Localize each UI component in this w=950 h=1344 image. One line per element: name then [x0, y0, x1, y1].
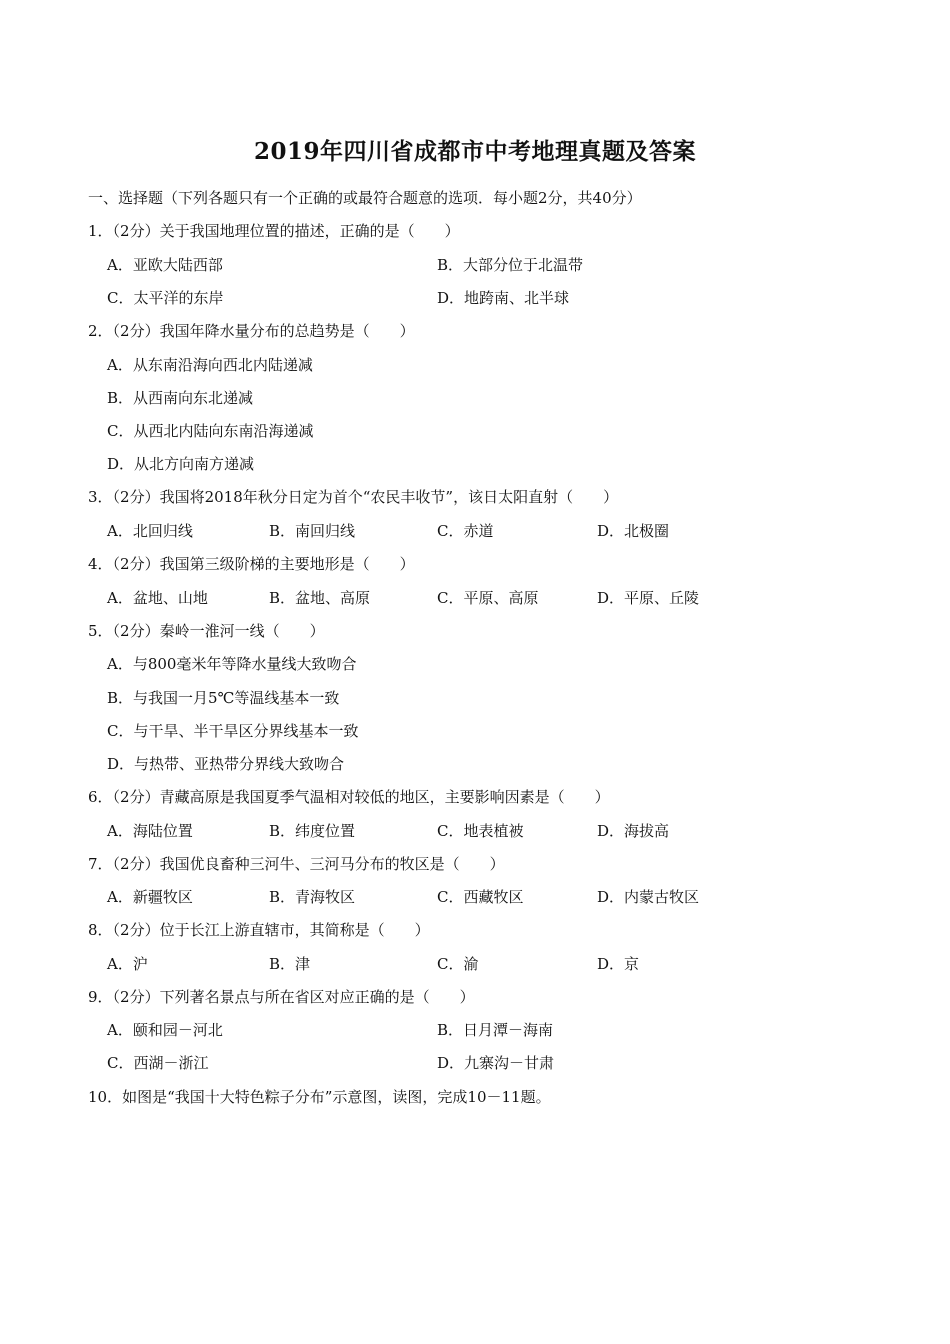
question-9-option-a: A．颐和园－河北 — [107, 1021, 223, 1039]
page-title: 2019年四川省成都市中考地理真题及答案 — [253, 138, 696, 165]
question-7-option-d: D．内蒙古牧区 — [597, 888, 700, 906]
question-8-option-a: A．沪 — [107, 955, 148, 973]
question-3-stem: 3．（2分）我国将2018年秋分日定为首个“农民丰收节”，该日太阳直射（ ） — [88, 488, 619, 506]
question-4-option-b: B．盆地、高原 — [269, 589, 371, 607]
question-4-stem: 4．（2分）我国第三级阶梯的主要地形是（ ） — [88, 555, 415, 573]
question-3-option-a: A．北回归线 — [107, 522, 193, 540]
question-4-option-d: D．平原、丘陵 — [597, 589, 700, 607]
question-7-option-a: A．新疆牧区 — [107, 888, 193, 906]
question-2-option-c: C．从西北内陆向东南沿海递减 — [107, 422, 314, 440]
question-2-option-d: D．从北方向南方递减 — [107, 455, 255, 473]
section-heading: 一、选择题（下列各题只有一个正确的或最符合题意的选项．每小题2分，共40分） — [88, 189, 642, 207]
question-6-stem: 6．（2分）青藏高原是我国夏季气温相对较低的地区，主要影响因素是（ ） — [88, 788, 610, 806]
question-7-stem: 7．（2分）我国优良畜种三河牛、三河马分布的牧区是（ ） — [88, 855, 505, 873]
question-3-option-d: D．北极圈 — [597, 522, 670, 540]
question-1-option-a: A．亚欧大陆西部 — [107, 256, 223, 274]
question-9-option-c: C．西湖－浙江 — [107, 1054, 209, 1072]
question-5-option-b: B．与我国一月5℃等温线基本一致 — [107, 689, 340, 707]
question-5-option-a: A．与800毫米年等降水量线大致吻合 — [107, 655, 357, 673]
question-8-option-c: C．渝 — [437, 955, 479, 973]
question-6-option-c: C．地表植被 — [437, 822, 524, 840]
question-6-option-d: D．海拔高 — [597, 822, 670, 840]
question-8-option-d: D．京 — [597, 955, 640, 973]
question-1-stem: 1．（2分）关于我国地理位置的描述，正确的是（ ） — [88, 222, 460, 240]
question-8-option-b: B．津 — [269, 955, 311, 973]
question-1-option-b: B．大部分位于北温带 — [437, 256, 584, 274]
question-6-option-b: B．纬度位置 — [269, 822, 356, 840]
question-10-stem: 10．如图是“我国十大特色粽子分布”示意图，读图，完成10－11题。 — [88, 1088, 551, 1106]
question-5-option-d: D．与热带、亚热带分界线大致吻合 — [107, 755, 345, 773]
question-2-stem: 2．（2分）我国年降水量分布的总趋势是（ ） — [88, 322, 415, 340]
question-1-option-d: D．地跨南、北半球 — [437, 289, 570, 307]
question-4-option-a: A．盆地、山地 — [107, 589, 208, 607]
question-8-stem: 8．（2分）位于长江上游直辖市，其简称是（ ） — [88, 921, 430, 939]
question-9-stem: 9．（2分）下列著名景点与所在省区对应正确的是（ ） — [88, 988, 475, 1006]
question-3-option-c: C．赤道 — [437, 522, 494, 540]
question-7-option-b: B．青海牧区 — [269, 888, 356, 906]
question-2-option-a: A．从东南沿海向西北内陆递减 — [107, 356, 313, 374]
question-5-stem: 5．（2分）秦岭一淮河一线（ ） — [88, 622, 325, 640]
question-9-option-d: D．九寨沟－甘肃 — [437, 1054, 555, 1072]
question-4-option-c: C．平原、高原 — [437, 589, 539, 607]
question-9-option-b: B．日月潭－海南 — [437, 1021, 554, 1039]
question-5-option-c: C．与干旱、半干旱区分界线基本一致 — [107, 722, 359, 740]
question-2-option-b: B．从西南向东北递减 — [107, 389, 254, 407]
question-6-option-a: A．海陆位置 — [107, 822, 193, 840]
question-3-option-b: B．南回归线 — [269, 522, 356, 540]
question-7-option-c: C．西藏牧区 — [437, 888, 524, 906]
question-1-option-c: C．太平洋的东岸 — [107, 289, 224, 307]
